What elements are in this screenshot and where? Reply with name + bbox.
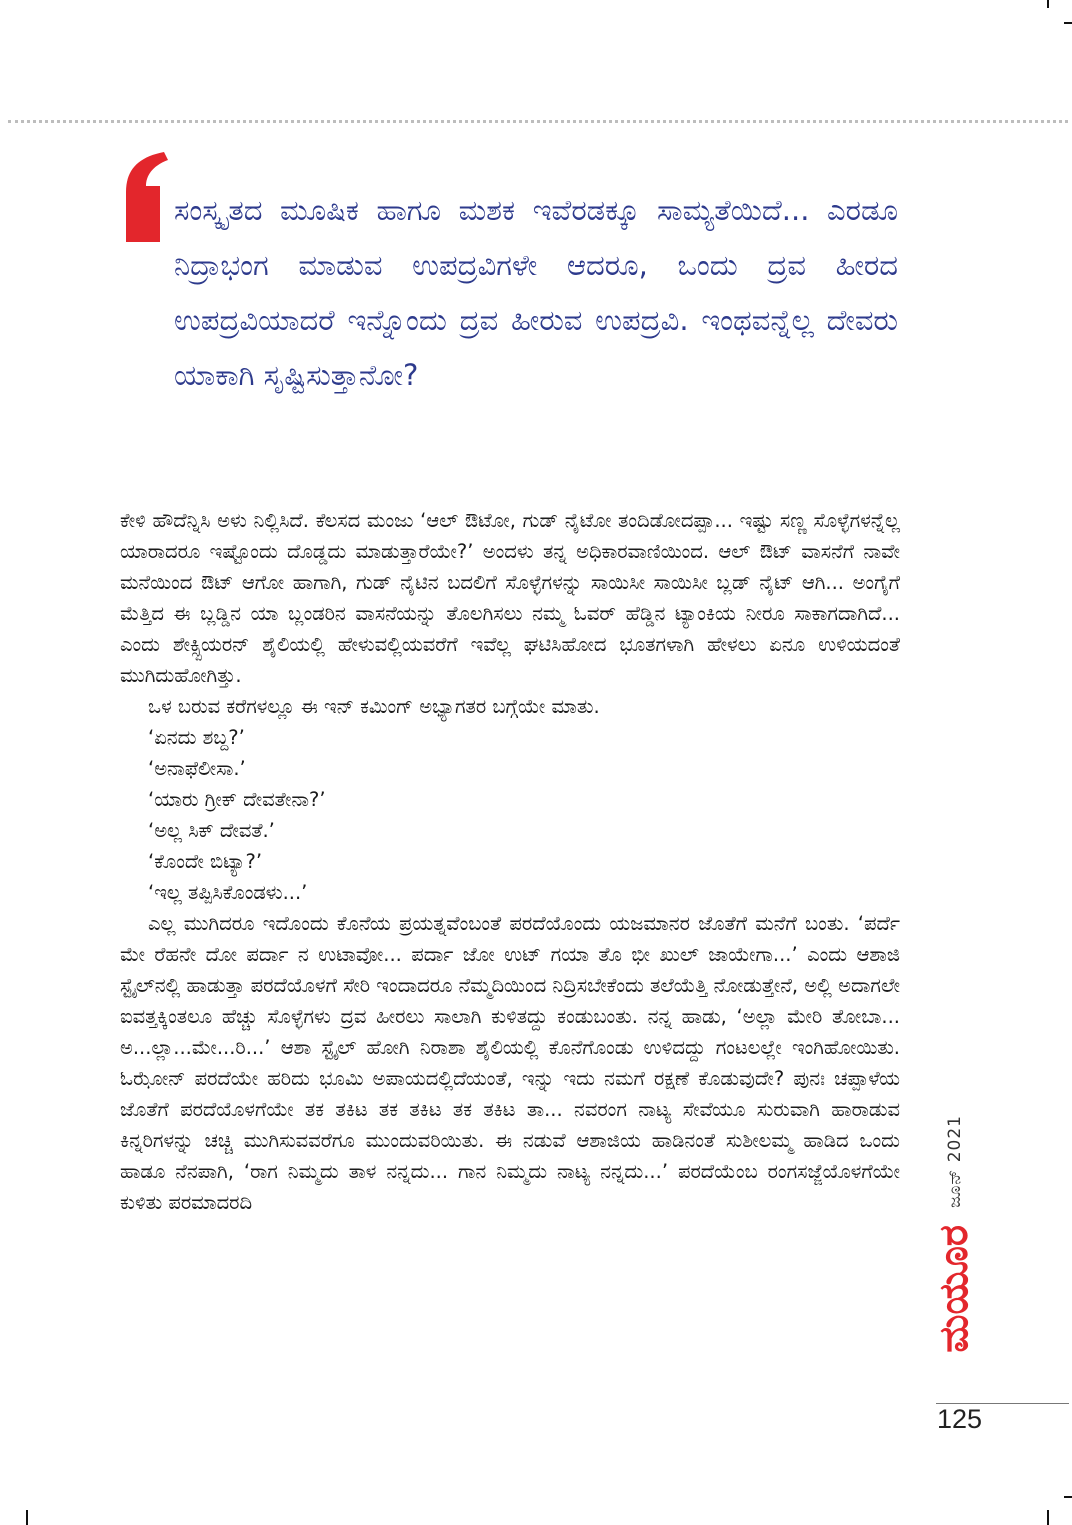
- page-number: 125: [937, 1404, 983, 1434]
- crop-mark-top-right: [1047, 0, 1049, 8]
- dialogue-line: ‘ಇಲ್ಲ ತಪ್ಪಿಸಿಕೊಂಡಳು...’: [148, 881, 308, 904]
- dialogue-line: ‘ಅಲ್ಲ ಸಿಕ್ ದೇವತೆ.’: [148, 819, 275, 842]
- dialogue-line: ‘ಅನಾಫೆಲೀಸಾ.’: [148, 757, 246, 780]
- dialogue-line: ‘ಯಾರು ಗ್ರೀಕ್ ದೇವತೇನಾ?’: [148, 788, 326, 811]
- crop-mark-bottom-right: [1047, 1510, 1049, 1525]
- crop-mark-top-right-side: [1064, 22, 1072, 24]
- article-paragraph: ಕೇಳಿ ಹೌದೆನ್ನಿಸಿ ಅಳು ನಿಲ್ಲಿಸಿದೆ. ಕೆಲಸದ ಮಂಜು ‘ಆಲ್ ಔಟೋ, ಗುಡ್ ನೈಟೋ ತಂದಿಡೋದಪ್ಪಾ... ಇಷ್ಟು ಸಣ್ಣ ಸೊಳ್ಳೆಗಳನ್ನೆಲ್ಲ ಯಾರಾದರೂ ಇಷ್ಟೊಂದು ದೊಡ್ಡದು ಮಾಡುತ್ತಾರೆಯೇ?’ ಅಂದಳು ತನ್ನ ಅಧಿಕಾರವಾಣಿಯಿಂದ. ಆಲ್ ಔಟ್ ವಾಸನೆಗೆ ನಾವೇ ಮನೆಯಿಂದ ಔಟ್ ಆಗೋ ಹಾಗಾಗಿ, ಗುಡ್ ನೈಟಿನ ಬದಲಿಗೆ ಸೊಳ್ಳೆಗಳನ್ನು ಸಾಯಿಸೀ ಸಾಯಿಸೀ ಬ್ಲಡ್ ನೈಟ್ ಆಗಿ... ಅಂಗೈಗೆ ಮೆತ್ತಿದ ಈ ಬ್ಲಡ್ಡಿನ ಯಾ ಬ್ಲಂಡರಿನ ವಾಸನೆಯನ್ನು ತೊಲಗಿಸಲು ನಮ್ಮ ಓವರ್ ಹೆಡ್ಡಿನ ಟ್ಯಾಂಕಿಯ ನೀರೂ ಸಾಕಾಗದಾಗಿದೆ... ಎಂದು ಶೇಕ್ಸ್ಪಿಯರನ್ ಶೈಲಿಯಲ್ಲಿ ಹೇಳುವಲ್ಲಿಯವರೆಗೆ ಇವೆಲ್ಲ ಘಟಿಸಿಹೋದ ಭೂತಗಳಾಗಿ ಹೇಳಲು ಏನೂ ಉಳಿಯದಂತೆ ಮುಗಿದುಹೋಗಿತ್ತು.: [120, 509, 900, 687]
- dialogue-line: ‘ಕೊಂದೇ ಬಿಟ್ಯಾ?’: [148, 850, 263, 873]
- quote-mark-icon: [124, 152, 170, 242]
- article-paragraph: ಒಳ ಬರುವ ಕರೆಗಳಲ್ಲೂ ಈ ಇನ್ ಕಮಿಂಗ್ ಅಭ್ಯಾಗತರ ಬಗ್ಗೆಯೇ ಮಾತು.: [148, 695, 600, 718]
- pull-quote: ಸಂಸ್ಕೃತದ ಮೂಷಿಕ ಹಾಗೂ ಮಶಕ ಇವೆರಡಕ್ಕೂ ಸಾಮ್ಯತೆಯಿದೆ... ಎರಡೂ ನಿದ್ರಾಭಂಗ ಮಾಡುವ ಉಪದ್ರವಿಗಳೇ ಆದರೂ, ಒಂದು ದ್ರವ ಹೀರದ ಉಪದ್ರವಿಯಾದರೆ ಇನ್ನೊಂದು ದ್ರವ ಹೀರುವ ಉಪದ್ರವಿ. ಇಂಥವನ್ನೆಲ್ಲ ದೇವರು ಯಾಕಾಗಿ ಸೃಷ್ಟಿಸುತ್ತಾನೋ?: [174, 193, 898, 392]
- issue-date: ಜೂನ್ 2021: [945, 1115, 965, 1208]
- crop-mark-bottom-left: [26, 1510, 28, 1525]
- dialogue-line: ‘ಏನದು ಶಬ್ದ?’: [148, 726, 245, 749]
- dotted-separator: [8, 120, 1068, 123]
- article-body: [120, 505, 900, 1218]
- article-paragraph: ಎಲ್ಲ ಮುಗಿದರೂ ಇದೊಂದು ಕೊನೆಯ ಪ್ರಯತ್ನವೆಂಬಂತೆ ಪರದೆಯೊಂದು ಯಜಮಾನರ ಜೊತೆಗೆ ಮನೆಗೆ ಬಂತು. ‘ಪರ್ದೆ ಮೇ ರೆಹನೇ ದೋ ಪರ್ದಾ ನ ಉಟಾವೋ... ಪರ್ದಾ ಜೋ ಉಟ್ ಗಯಾ ತೊ ಭೀ ಖುಲ್ ಜಾಯೇಗಾ...’ ಎಂದು ಆಶಾಜಿ ಸ್ಟೈಲ್‌ನಲ್ಲಿ ಹಾಡುತ್ತಾ ಪರದೆಯೊಳಗೆ ಸೇರಿ ಇಂದಾದರೂ ನೆಮ್ಮದಿಯಿಂದ ನಿದ್ರಿಸಬೇಕೆಂದು ತಲೆಯೆತ್ತಿ ನೋಡುತ್ತೇನೆ, ಅಲ್ಲಿ ಅದಾಗಲೇ ಐವತ್ತಕ್ಕಿಂತಲೂ ಹೆಚ್ಚು ಸೊಳ್ಳೆಗಳು ದ್ರವ ಹೀರಲು ಸಾಲಾಗಿ ಕುಳಿತದ್ದು ಕಂಡುಬಂತು. ನನ್ನ ಹಾಡು, ‘ಅಲ್ಲಾ ಮೇರಿ ತೋಬಾ... ಅ...ಲ್ಲಾ...ಮೇ...ರಿ...’ ಆಶಾ ಸ್ಟೈಲ್ ಹೋಗಿ ನಿರಾಶಾ ಶೈಲಿಯಲ್ಲಿ ಕೊನೆಗೊಂಡು ಉಳಿದದ್ದು ಗಂಟಲಲ್ಲೇ ಇಂಗಿಹೋಯಿತು. ಓಝೋನ್ ಪರದೆಯೇ ಹರಿದು ಭೂಮಿ ಅಪಾಯದಲ್ಲಿದೆಯಂತೆ, ಇನ್ನು ಇದು ನಮಗೆ ರಕ್ಷಣೆ ಕೊಡುವುದೇ? ಪುನಃ ಚಪ್ಪಾಳೆಯ ಜೊತೆಗೆ ಪರದೆಯೊಳಗೆಯೇ ತಕ ತಕಿಟ ತಕ ತಕಿಟ ತಕ ತಕಿಟ ತಾ... ನವರಂಗ ನಾಟ್ಯ ಸೇವೆಯೂ ಸುರುವಾಗಿ ಹಾರಾಡುವ ಕಿನ್ನರಿಗಳನ್ನು ಚಚ್ಚಿ ಮುಗಿಸುವವರೆಗೂ ಮುಂದುವರಿಯಿತು. ಈ ನಡುವೆ ಆಶಾಜಿಯ ಹಾಡಿನಂತೆ ಸುಶೀಲಮ್ಮ ಹಾಡಿದ ಒಂದು ಹಾಡೂ ನೆನಪಾಗಿ, ‘ರಾಗ ನಿಮ್ಮದು ತಾಳ ನನ್ನದು... ಗಾನ ನಿಮ್ಮದು ನಾಟ್ಯ ನನ್ನದು...’ ಪರದೆಯೆಂಬ ರಂಗಸಜ್ಜೆಯೊಳಗೆಯೇ ಕುಳಿತು ಪರಮಾದರದಿ: [120, 912, 901, 1214]
- magazine-logo: ಮಯೂರ: [931, 1225, 977, 1353]
- crop-mark-bottom-right-side: [1064, 1496, 1072, 1498]
